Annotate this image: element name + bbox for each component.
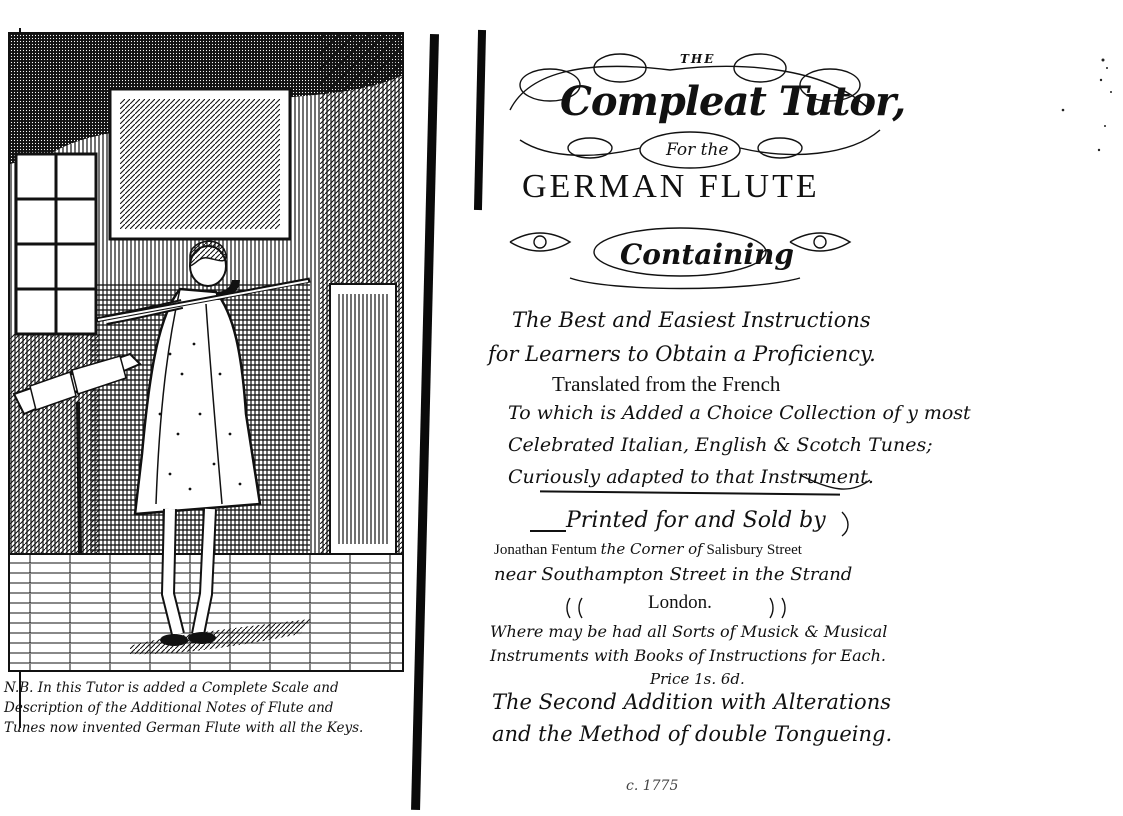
description-line-5: Celebrated Italian, English & Scotch Tunes; [508, 434, 933, 456]
main-title: Compleat Tutor, [560, 78, 906, 125]
book-gutter [411, 34, 439, 810]
edition-line-2: and the Method of double Tongueing. [492, 722, 893, 746]
price-line: Price 1s. 6d. [650, 670, 745, 688]
caption-line: Description of the Additional Notes of Flute and [4, 700, 334, 716]
translated-line: Translated from the French [552, 372, 781, 396]
publisher-name: Jonathan Fentum [494, 542, 597, 558]
where-line-1: Where may be had all Sorts of Musick & Musical [490, 622, 888, 641]
where-line-2: Instruments with Books of Instructions for Each. [490, 646, 886, 665]
publisher-line [494, 540, 802, 559]
description-line-6: Curiously adapted to that Instrument. [508, 466, 874, 488]
edition-line-1: The Second Addition with Alterations [492, 690, 891, 714]
title-containing: Containing [620, 238, 794, 271]
description-line-4: To which is Added a Choice Collection of y most [508, 402, 971, 424]
instrument-title: GERMAN FLUTE [522, 168, 820, 205]
city-line: London. [648, 592, 712, 613]
frontispiece-engraving [8, 32, 404, 672]
address-line: near Southampton Street in the Strand [494, 564, 853, 585]
description-line-1: The Best and Easiest Instructions [512, 308, 871, 332]
date-annotation: c. 1775 [626, 778, 679, 794]
plate-caption [4, 678, 414, 738]
title-the: THE [680, 52, 716, 66]
description-line-2: for Learners to Obtain a Proficiency. [488, 342, 876, 366]
flute-player-illustration [10, 34, 404, 672]
caption-line: Tunes now invented German Flute with all the Keys. [4, 720, 364, 736]
caption-line: N.B. In this Tutor is added a Complete Scale and [4, 680, 339, 696]
title-page [470, 30, 971, 810]
scan-speckles [1003, 40, 1123, 180]
printed-for-line: Printed for and Sold by [566, 508, 826, 533]
publisher-location: the Corner of [600, 540, 703, 558]
publisher-street: Salisbury Street [706, 542, 802, 558]
divider-dash [530, 530, 566, 532]
title-for-the: For the [666, 140, 729, 160]
